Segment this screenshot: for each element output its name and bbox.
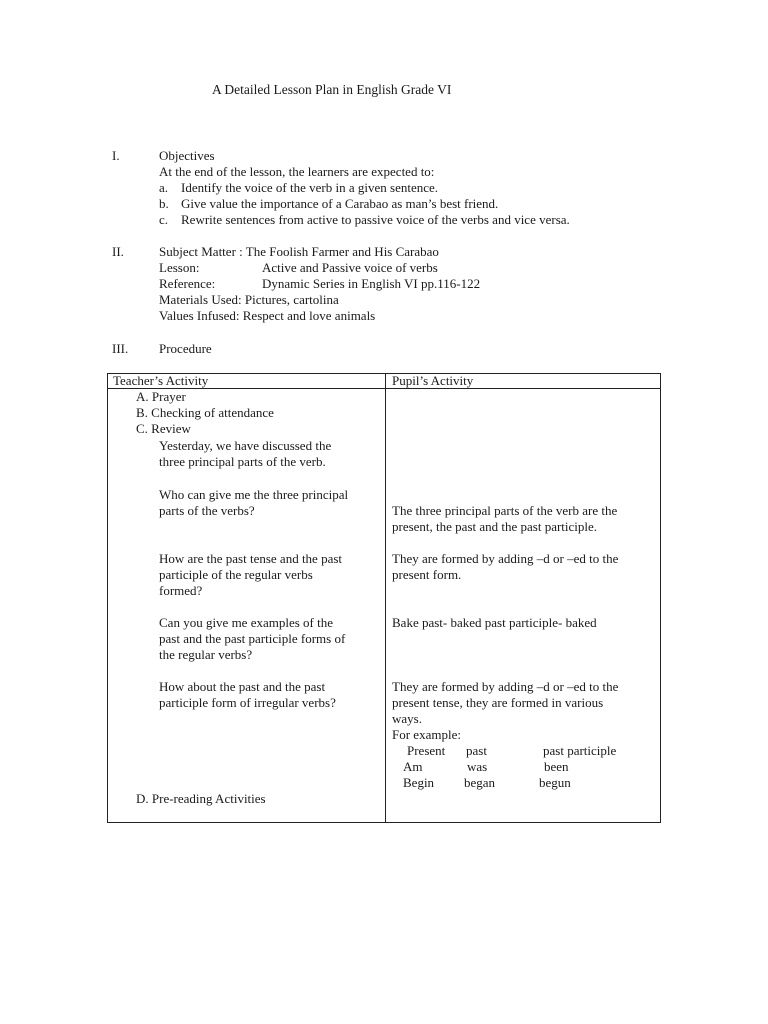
objective-item: Rewrite sentences from active to passive voice of the verbs and vice versa. (181, 212, 570, 227)
procedure-table (107, 373, 661, 823)
teacher-item-review: C. Review (136, 421, 191, 436)
teacher-question: Can you give me examples of the (159, 615, 334, 630)
objective-item: Identify the voice of the verb in a given sentence. (181, 180, 439, 195)
document-title: A Detailed Lesson Plan in English Grade VI (212, 82, 452, 97)
values-line: Values Infused: Respect and love animals (159, 308, 376, 323)
section-numeral-procedure: III. (112, 341, 129, 356)
verb-table-cell: begun (539, 775, 571, 790)
verb-table-header: past participle (543, 743, 617, 758)
objective-letter: b. (159, 196, 169, 211)
teacher-question: participle form of irregular verbs? (159, 695, 336, 710)
reference-value: Dynamic Series in English VI pp.116-122 (262, 276, 481, 291)
pupil-answer: The three principal parts of the verb are the (392, 503, 618, 518)
verb-table-cell: been (544, 759, 569, 774)
verb-table-cell: began (464, 775, 496, 790)
verb-table-header: Present (407, 743, 446, 758)
materials-line: Materials Used: Pictures, cartolina (159, 292, 339, 307)
teacher-question: formed? (159, 583, 203, 598)
teacher-text: Yesterday, we have discussed the (159, 438, 332, 453)
verb-table-cell: Begin (403, 775, 435, 790)
verb-table-cell: Am (403, 759, 423, 774)
teacher-question: Who can give me the three principal (159, 487, 349, 502)
pupil-answer: Bake past- baked past participle- baked (392, 615, 597, 630)
teacher-item-attendance: B. Checking of attendance (136, 405, 274, 420)
teacher-question: participle of the regular verbs (159, 567, 313, 582)
subject-matter-heading: Subject Matter : The Foolish Farmer and His Carabao (159, 244, 439, 259)
pupil-answer: present tense, they are formed in various (392, 695, 604, 710)
teacher-activity-header: Teacher’s Activity (113, 373, 209, 388)
pupil-answer: ways. (392, 711, 422, 726)
teacher-question: How are the past tense and the past (159, 551, 343, 566)
reference-label: Reference: (159, 276, 216, 291)
procedure-heading: Procedure (159, 341, 212, 356)
section-numeral-objectives: I. (112, 148, 120, 163)
objective-letter: a. (159, 180, 169, 195)
lesson-value: Active and Passive voice of verbs (262, 260, 438, 275)
objective-item: Give value the importance of a Carabao as man’s best friend. (181, 196, 499, 211)
pupil-answer: They are formed by adding –d or –ed to the (392, 679, 619, 694)
objective-letter: c. (159, 212, 169, 227)
pupil-answer: They are formed by adding –d or –ed to the (392, 551, 619, 566)
pupil-activity-header: Pupil’s Activity (392, 373, 474, 388)
teacher-item-pre-reading: D. Pre-reading Activities (136, 791, 266, 806)
section-numeral-subject-matter: II. (112, 244, 124, 259)
verb-table-cell: was (467, 759, 488, 774)
pupil-answer: present form. (392, 567, 462, 582)
verb-table-header: past (466, 743, 487, 758)
lesson-label: Lesson: (159, 260, 200, 275)
objectives-intro: At the end of the lesson, the learners are expected to: (159, 164, 435, 179)
teacher-item-prayer: A. Prayer (136, 389, 186, 404)
teacher-question: parts of the verbs? (159, 503, 255, 518)
teacher-question: past and the past participle forms of (159, 631, 346, 646)
teacher-question: How about the past and the past (159, 679, 326, 694)
pupil-answer: present, the past and the past participle. (392, 519, 598, 534)
table-column-divider (385, 374, 386, 822)
pupil-example-label: For example: (392, 727, 461, 742)
teacher-text: three principal parts of the verb. (159, 454, 326, 469)
teacher-question: the regular verbs? (159, 647, 253, 662)
objectives-heading: Objectives (159, 148, 215, 163)
